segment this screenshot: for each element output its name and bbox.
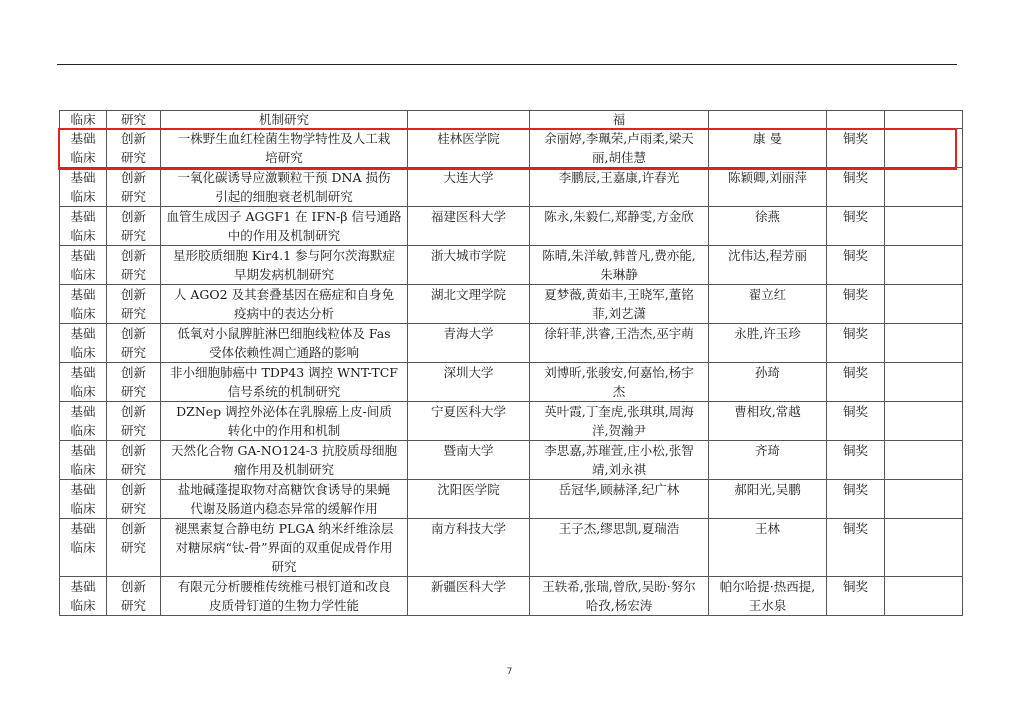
award-cell [827, 441, 885, 480]
cell-text: 临床 [70, 384, 96, 399]
type-cell [107, 402, 161, 441]
cell-text: 创新 [120, 131, 146, 146]
cell-text: 基础 [70, 209, 96, 224]
cell-text: 临床 [70, 228, 96, 243]
table-row [60, 246, 963, 285]
cell-text: 研究 [120, 423, 146, 438]
cell-text: 低氧对小鼠脾脏淋巴细胞线粒体及 Fas [177, 326, 391, 341]
category-cell [60, 441, 107, 480]
cell-text: 基础 [70, 131, 96, 146]
cell-text: 杰 [612, 384, 626, 399]
award-cell [827, 324, 885, 363]
award-cell [827, 207, 885, 246]
cell-text: 铜奖 [842, 482, 868, 497]
category-cell [60, 480, 107, 519]
cell-text: 铜奖 [842, 326, 868, 341]
cell-text: 基础 [70, 579, 96, 594]
cell-text: 福建医科大学 [430, 209, 506, 224]
cell-text: 宁夏医科大学 [430, 404, 506, 419]
empty-cell [885, 207, 963, 246]
type-cell [107, 441, 161, 480]
advisor-cell [709, 577, 827, 616]
award-cell [827, 285, 885, 324]
empty-cell [885, 168, 963, 207]
cell-text: 陈晴,朱洋敏,韩普凡,费亦能, [542, 248, 696, 263]
project-name-cell [161, 577, 408, 616]
award-cell [827, 246, 885, 285]
cell-text: 基础 [70, 326, 96, 341]
award-cell [827, 519, 885, 577]
cell-text: 王水泉 [748, 598, 787, 613]
category-cell [60, 324, 107, 363]
type-cell [107, 168, 161, 207]
cell-text: 研究 [120, 228, 146, 243]
cell-text: 瘤作用及机制研究 [233, 462, 334, 477]
page-number: 7 [506, 667, 513, 677]
cell-text: 研究 [120, 112, 146, 127]
empty-cell [885, 480, 963, 519]
type-cell [107, 577, 161, 616]
table-row [60, 285, 963, 324]
cell-text: 丽,胡佳慧 [592, 150, 646, 165]
cell-text: 研究 [120, 501, 146, 516]
cell-text: 临床 [70, 423, 96, 438]
cell-text: 基础 [70, 443, 96, 458]
cell-text: 帕尔哈提·热西提, [719, 579, 816, 594]
cell-text: 创新 [120, 482, 146, 497]
cell-text: 福 [612, 112, 626, 127]
cell-text: 创新 [120, 521, 146, 536]
advisor-cell [709, 246, 827, 285]
cell-text: 沈阳医学院 [437, 482, 500, 497]
advisor-cell [709, 207, 827, 246]
advisor-cell [709, 168, 827, 207]
header-rule [57, 64, 957, 65]
cell-text: 南方科技大学 [430, 521, 506, 536]
institution-cell [408, 168, 530, 207]
cell-text: 铜奖 [842, 443, 868, 458]
institution-cell [408, 519, 530, 577]
cell-text: 研究 [120, 267, 146, 282]
table-body [60, 111, 963, 616]
cell-text: 皮质骨钉道的生物力学性能 [208, 598, 359, 613]
cell-text: 培研究 [265, 150, 303, 165]
cell-text: 临床 [70, 267, 96, 282]
advisor-cell [709, 111, 827, 129]
category-cell [60, 577, 107, 616]
project-name-cell [161, 363, 408, 402]
cell-text: 一株野生血红栓菌生物学特性及人工栽 [177, 131, 391, 146]
table-row [60, 168, 963, 207]
empty-cell [885, 402, 963, 441]
type-cell [107, 111, 161, 129]
cell-text: 基础 [70, 404, 96, 419]
members-cell [530, 246, 709, 285]
cell-text: 创新 [120, 579, 146, 594]
category-cell [60, 285, 107, 324]
institution-cell [408, 129, 530, 168]
cell-text: 临床 [70, 189, 96, 204]
members-cell [530, 207, 709, 246]
award-cell [827, 402, 885, 441]
cell-text: 星形胶质细胞 Kir4.1 参与阿尔茨海默症 [172, 248, 396, 263]
cell-text: 临床 [70, 345, 96, 360]
project-name-cell [161, 519, 408, 577]
cell-text: 余丽婷,李珮荣,卢雨柔,梁天 [544, 131, 694, 146]
empty-cell [885, 577, 963, 616]
institution-cell [408, 441, 530, 480]
cell-text: 王轶希,张瑞,曾欣,吴盼·努尔 [542, 579, 696, 594]
cell-text: 疫病中的表达分析 [233, 306, 334, 321]
cell-text: 创新 [120, 443, 146, 458]
cell-text: 创新 [120, 170, 146, 185]
members-cell [530, 168, 709, 207]
cell-text: 研究 [120, 345, 146, 360]
empty-cell [885, 324, 963, 363]
empty-cell [885, 441, 963, 480]
institution-cell [408, 324, 530, 363]
cell-text: 创新 [120, 404, 146, 419]
cell-text: 转化中的作用和机制 [227, 423, 341, 438]
type-cell [107, 324, 161, 363]
cell-text: 徐燕 [754, 209, 780, 224]
cell-text: 研究 [120, 189, 146, 204]
empty-cell [885, 246, 963, 285]
type-cell [107, 129, 161, 168]
cell-text: 褪黑素复合静电纺 PLGA 纳米纤维涂层 [174, 521, 394, 536]
cell-text: 铜奖 [842, 521, 868, 536]
empty-cell [885, 363, 963, 402]
type-cell [107, 285, 161, 324]
members-cell [530, 111, 709, 129]
category-cell [60, 402, 107, 441]
cell-text: 研究 [271, 559, 297, 574]
project-name-cell [161, 402, 408, 441]
institution-cell [408, 480, 530, 519]
members-cell [530, 363, 709, 402]
members-cell [530, 480, 709, 519]
empty-cell [885, 111, 963, 129]
institution-cell [408, 246, 530, 285]
table-row [60, 441, 963, 480]
institution-cell [408, 207, 530, 246]
project-name-cell [161, 324, 408, 363]
institution-cell [408, 111, 530, 129]
project-name-cell [161, 285, 408, 324]
cell-text: 研究 [120, 540, 146, 555]
cell-text: 翟立红 [748, 287, 787, 302]
cell-text: 铜奖 [842, 365, 868, 380]
cell-text: 朱琳静 [600, 267, 638, 282]
cell-text: 铜奖 [842, 248, 868, 263]
cell-text: 孙琦 [754, 365, 780, 380]
award-cell [827, 363, 885, 402]
cell-text: 沈伟达,程芳丽 [728, 248, 807, 263]
cell-text: 天然化合物 GA-NO124-3 抗胶质母细胞 [171, 443, 397, 458]
cell-text: 引起的细胞衰老机制研究 [215, 189, 353, 204]
cell-text: 湖北文理学院 [430, 287, 506, 302]
cell-text: 研究 [120, 150, 146, 165]
table-row [60, 480, 963, 519]
members-cell [530, 285, 709, 324]
cell-text: 岳冠华,顾赫泽,纪广林 [558, 482, 680, 497]
table-row [60, 129, 963, 168]
project-name-cell [161, 246, 408, 285]
cell-text: 基础 [70, 248, 96, 263]
cell-text: 徐轩菲,洪睿,王浩杰,巫宇萌 [544, 326, 694, 341]
cell-text: 菲,刘艺潇 [592, 306, 646, 321]
cell-text: 浙大城市学院 [430, 248, 506, 263]
category-cell [60, 168, 107, 207]
type-cell [107, 246, 161, 285]
cell-text: 基础 [70, 287, 96, 302]
award-table [59, 110, 963, 616]
advisor-cell [709, 402, 827, 441]
advisor-cell [709, 441, 827, 480]
cell-text: 铜奖 [842, 209, 868, 224]
empty-cell [885, 519, 963, 577]
cell-text: 非小细胞肺癌中 TDP43 调控 WNT-TCF [170, 365, 398, 380]
cell-text: 创新 [120, 287, 146, 302]
type-cell [107, 363, 161, 402]
cell-text: 李思嘉,苏璀萱,庄小松,张智 [544, 443, 694, 458]
project-name-cell [161, 129, 408, 168]
advisor-cell [709, 324, 827, 363]
cell-text: 人 AGO2 及其套叠基因在癌症和自身免 [173, 287, 395, 302]
advisor-cell [709, 480, 827, 519]
category-cell [60, 111, 107, 129]
cell-text: 齐琦 [754, 443, 780, 458]
project-name-cell [161, 207, 408, 246]
cell-text: 青海大学 [443, 326, 494, 341]
cell-text: 王林 [754, 521, 780, 536]
cell-text: 代谢及肠道内稳态异常的缓解作用 [190, 501, 378, 516]
cell-text: 创新 [120, 209, 146, 224]
cell-text: 研究 [120, 384, 146, 399]
cell-text: 有限元分析腰椎传统椎弓根钉道和改良 [177, 579, 391, 594]
cell-text: 暨南大学 [443, 443, 494, 458]
cell-text: 深圳大学 [443, 365, 494, 380]
cell-text: 研究 [120, 598, 146, 613]
empty-cell [885, 285, 963, 324]
cell-text: 王子杰,缪思凯,夏瑞浩 [558, 521, 680, 536]
institution-cell [408, 577, 530, 616]
cell-text: 信号系统的机制研究 [227, 384, 341, 399]
cell-text: 洋,贺瀚尹 [592, 423, 646, 438]
cell-text: 铜奖 [842, 287, 868, 302]
cell-text: 对糖尿病“钛-骨”界面的双重促成骨作用 [175, 540, 393, 555]
institution-cell [408, 285, 530, 324]
empty-cell [885, 129, 963, 168]
cell-text: 刘博昕,张骏安,何嘉怡,杨宇 [544, 365, 694, 380]
cell-text: 大连大学 [443, 170, 494, 185]
advisor-cell [709, 285, 827, 324]
category-cell [60, 246, 107, 285]
cell-text: 夏梦薇,黄茹丰,王晓军,董铭 [544, 287, 694, 302]
project-name-cell [161, 111, 408, 129]
cell-text: 铜奖 [842, 131, 868, 146]
cell-text: 早期发病机制研究 [233, 267, 334, 282]
cell-text: 一氧化碳诱导应激颗粒干预 DNA 损伤 [177, 170, 391, 185]
award-cell [827, 111, 885, 129]
cell-text: 临床 [70, 150, 96, 165]
members-cell [530, 577, 709, 616]
category-cell [60, 129, 107, 168]
table-row [60, 207, 963, 246]
cell-text: 曹相玫,常越 [734, 404, 801, 419]
category-cell [60, 207, 107, 246]
members-cell [530, 402, 709, 441]
table-row [60, 402, 963, 441]
cell-text: 铜奖 [842, 404, 868, 419]
cell-text: 受体依赖性凋亡通路的影响 [208, 345, 359, 360]
type-cell [107, 480, 161, 519]
cell-text: 靖,刘永祺 [592, 462, 646, 477]
members-cell [530, 519, 709, 577]
cell-text: 中的作用及机制研究 [227, 228, 341, 243]
advisor-cell [709, 363, 827, 402]
cell-text: 临床 [70, 462, 96, 477]
cell-text: 英叶霞,丁奎虎,张琪琪,周海 [544, 404, 694, 419]
project-name-cell [161, 168, 408, 207]
institution-cell [408, 402, 530, 441]
type-cell [107, 519, 161, 577]
award-cell [827, 129, 885, 168]
cell-text: 李鹏辰,王嘉康,许春光 [558, 170, 680, 185]
category-cell [60, 519, 107, 577]
cell-text: 研究 [120, 306, 146, 321]
members-cell [530, 129, 709, 168]
advisor-cell [709, 519, 827, 577]
institution-cell [408, 363, 530, 402]
advisor-cell [709, 129, 827, 168]
table-row [60, 577, 963, 616]
cell-text: 创新 [120, 365, 146, 380]
award-cell [827, 480, 885, 519]
cell-text: 铜奖 [842, 579, 868, 594]
cell-text: 盐地碱蓬提取物对高糖饮食诱导的果蝇 [177, 482, 391, 497]
category-cell [60, 363, 107, 402]
cell-text: 临床 [70, 112, 96, 127]
cell-text: 桂林医学院 [437, 131, 500, 146]
cell-text: 基础 [70, 521, 96, 536]
cell-text: 创新 [120, 326, 146, 341]
cell-text: 基础 [70, 170, 96, 185]
cell-text: 基础 [70, 365, 96, 380]
cell-text: 临床 [70, 540, 96, 555]
cell-text: 陈颖卿,刘丽萍 [728, 170, 807, 185]
cell-text: 研究 [120, 462, 146, 477]
cell-text: 哈孜,杨宏涛 [585, 598, 653, 613]
cell-text: DZNep 调控外泌体在乳腺癌上皮-间质 [176, 404, 392, 419]
table-row [60, 519, 963, 577]
cell-text: 血管生成因子 AGGF1 在 IFN-β 信号通路 [166, 209, 402, 224]
project-name-cell [161, 441, 408, 480]
table-row [60, 111, 963, 129]
cell-text: 陈永,朱毅仁,郑静雯,方金欣 [544, 209, 694, 224]
type-cell [107, 207, 161, 246]
cell-text: 郝阳光,吴鹏 [734, 482, 801, 497]
cell-text: 临床 [70, 501, 96, 516]
members-cell [530, 324, 709, 363]
table-row [60, 324, 963, 363]
cell-text: 机制研究 [258, 112, 309, 127]
cell-text: 创新 [120, 248, 146, 263]
cell-text: 基础 [70, 482, 96, 497]
cell-text: 铜奖 [842, 170, 868, 185]
award-cell [827, 168, 885, 207]
award-cell [827, 577, 885, 616]
cell-text: 新疆医科大学 [430, 579, 506, 594]
project-name-cell [161, 480, 408, 519]
members-cell [530, 441, 709, 480]
cell-text: 康 曼 [753, 131, 782, 146]
cell-text: 临床 [70, 306, 96, 321]
table-row [60, 363, 963, 402]
cell-text: 永胜,许玉珍 [734, 326, 801, 341]
cell-text: 临床 [70, 598, 96, 613]
